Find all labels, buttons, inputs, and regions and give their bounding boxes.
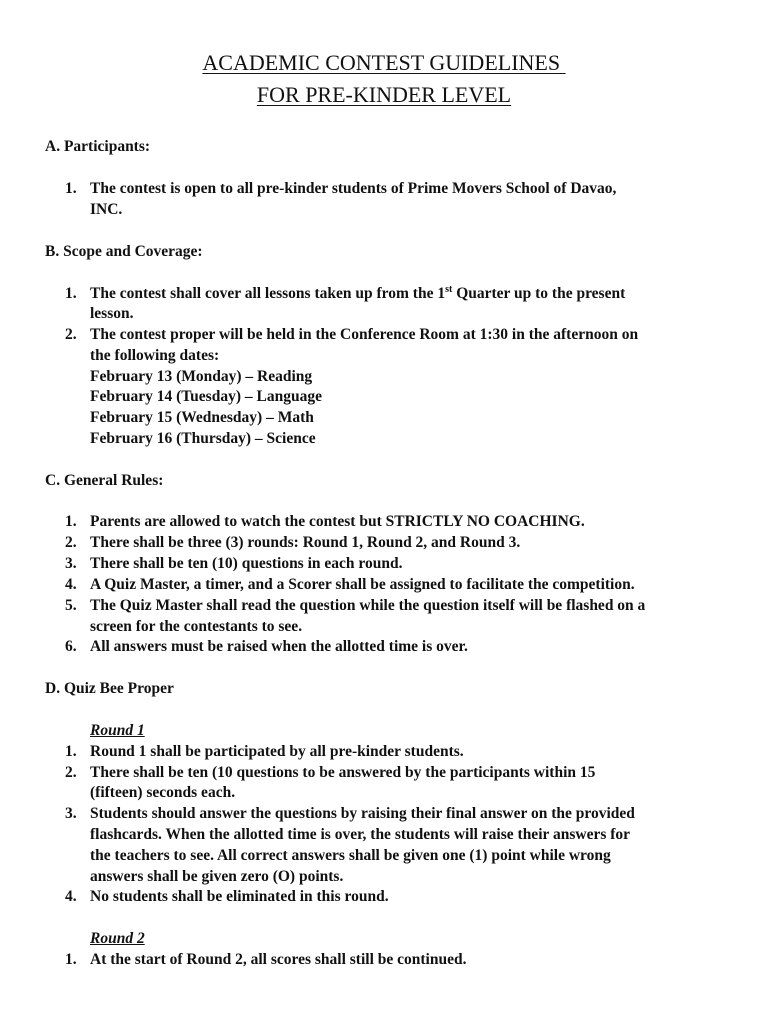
list-item-text: There shall be ten (10) questions in each round. [90, 555, 403, 572]
list-number: 2. [65, 326, 77, 343]
date-line: February 15 (Wednesday) – Math [90, 409, 314, 426]
round-1-title: Round 1 [90, 722, 145, 739]
list-item-text: No students shall be eliminated in this round. [90, 888, 389, 905]
list-number: 6. [65, 638, 77, 655]
list-item-text: Students should answer the questions by raising their final answer on the provided [90, 805, 635, 822]
list-item-text: The contest proper will be held in the Conference Room at 1:30 in the afternoon on [90, 326, 639, 343]
list-number: 5. [65, 597, 77, 614]
list-number: 2. [65, 764, 77, 781]
list-number: 1. [65, 951, 77, 968]
date-line: February 16 (Thursday) – Science [90, 430, 316, 447]
list-item-text: lesson. [90, 305, 134, 322]
list-number: 3. [65, 805, 77, 822]
section-c-heading: C. General Rules: [45, 472, 164, 489]
list-item-text: There shall be ten (10 questions to be answered by the participants within 15 [90, 764, 596, 781]
list-item-text: The contest is open to all pre-kinder students of Prime Movers School of Davao, [90, 180, 617, 197]
list-item-text: the following dates: [90, 347, 220, 364]
list-item-text: Round 1 shall be participated by all pre-kinder students. [90, 743, 464, 760]
document-title-line-2: FOR PRE-KINDER LEVEL [256, 82, 512, 107]
list-item-text: The Quiz Master shall read the question while the question itself will be flashed on a [90, 597, 646, 614]
section-b-heading: B. Scope and Coverage: [45, 243, 203, 260]
list-number: 1. [65, 285, 77, 302]
document-title-line-1: ACADEMIC CONTEST GUIDELINES [202, 50, 566, 75]
list-item-text: flashcards. When the allotted time is over, the students will raise their answers for [90, 826, 631, 843]
list-item-text: the teachers to see. All correct answers shall be given one (1) point while wrong [90, 847, 611, 864]
text-segment: The contest shall cover all lessons taken up from the 1 [90, 285, 446, 302]
list-item-text: There shall be three (3) rounds: Round 1, Round 2, and Round 3. [90, 534, 521, 551]
list-item-text: (fifteen) seconds each. [90, 784, 236, 801]
list-item-text: answers shall be given zero (O) points. [90, 868, 344, 885]
text-segment: Quarter up to the present [452, 285, 626, 302]
date-line: February 13 (Monday) – Reading [90, 368, 313, 385]
list-number: 1. [65, 513, 77, 530]
list-number: 3. [65, 555, 77, 572]
section-d-heading: D. Quiz Bee Proper [45, 680, 174, 697]
list-item-text: screen for the contestants to see. [90, 618, 303, 635]
list-item-text [90, 284, 625, 305]
list-item-text: INC. [90, 201, 123, 218]
list-number: 2. [65, 534, 77, 551]
list-item-text: All answers must be raised when the allotted time is over. [90, 638, 468, 655]
superscript: st [445, 284, 453, 295]
list-number: 4. [65, 576, 77, 593]
date-line: February 14 (Tuesday) – Language [90, 388, 322, 405]
list-number: 1. [65, 743, 77, 760]
list-item-text: At the start of Round 2, all scores shall still be continued. [90, 951, 467, 968]
list-number: 1. [65, 180, 77, 197]
list-item-text: A Quiz Master, a timer, and a Scorer shall be assigned to facilitate the competition. [90, 576, 635, 593]
list-number: 4. [65, 888, 77, 905]
section-a-heading: A. Participants: [45, 138, 151, 155]
list-item-text: Parents are allowed to watch the contest but STRICTLY NO COACHING. [90, 513, 585, 530]
round-2-title: Round 2 [90, 930, 145, 947]
